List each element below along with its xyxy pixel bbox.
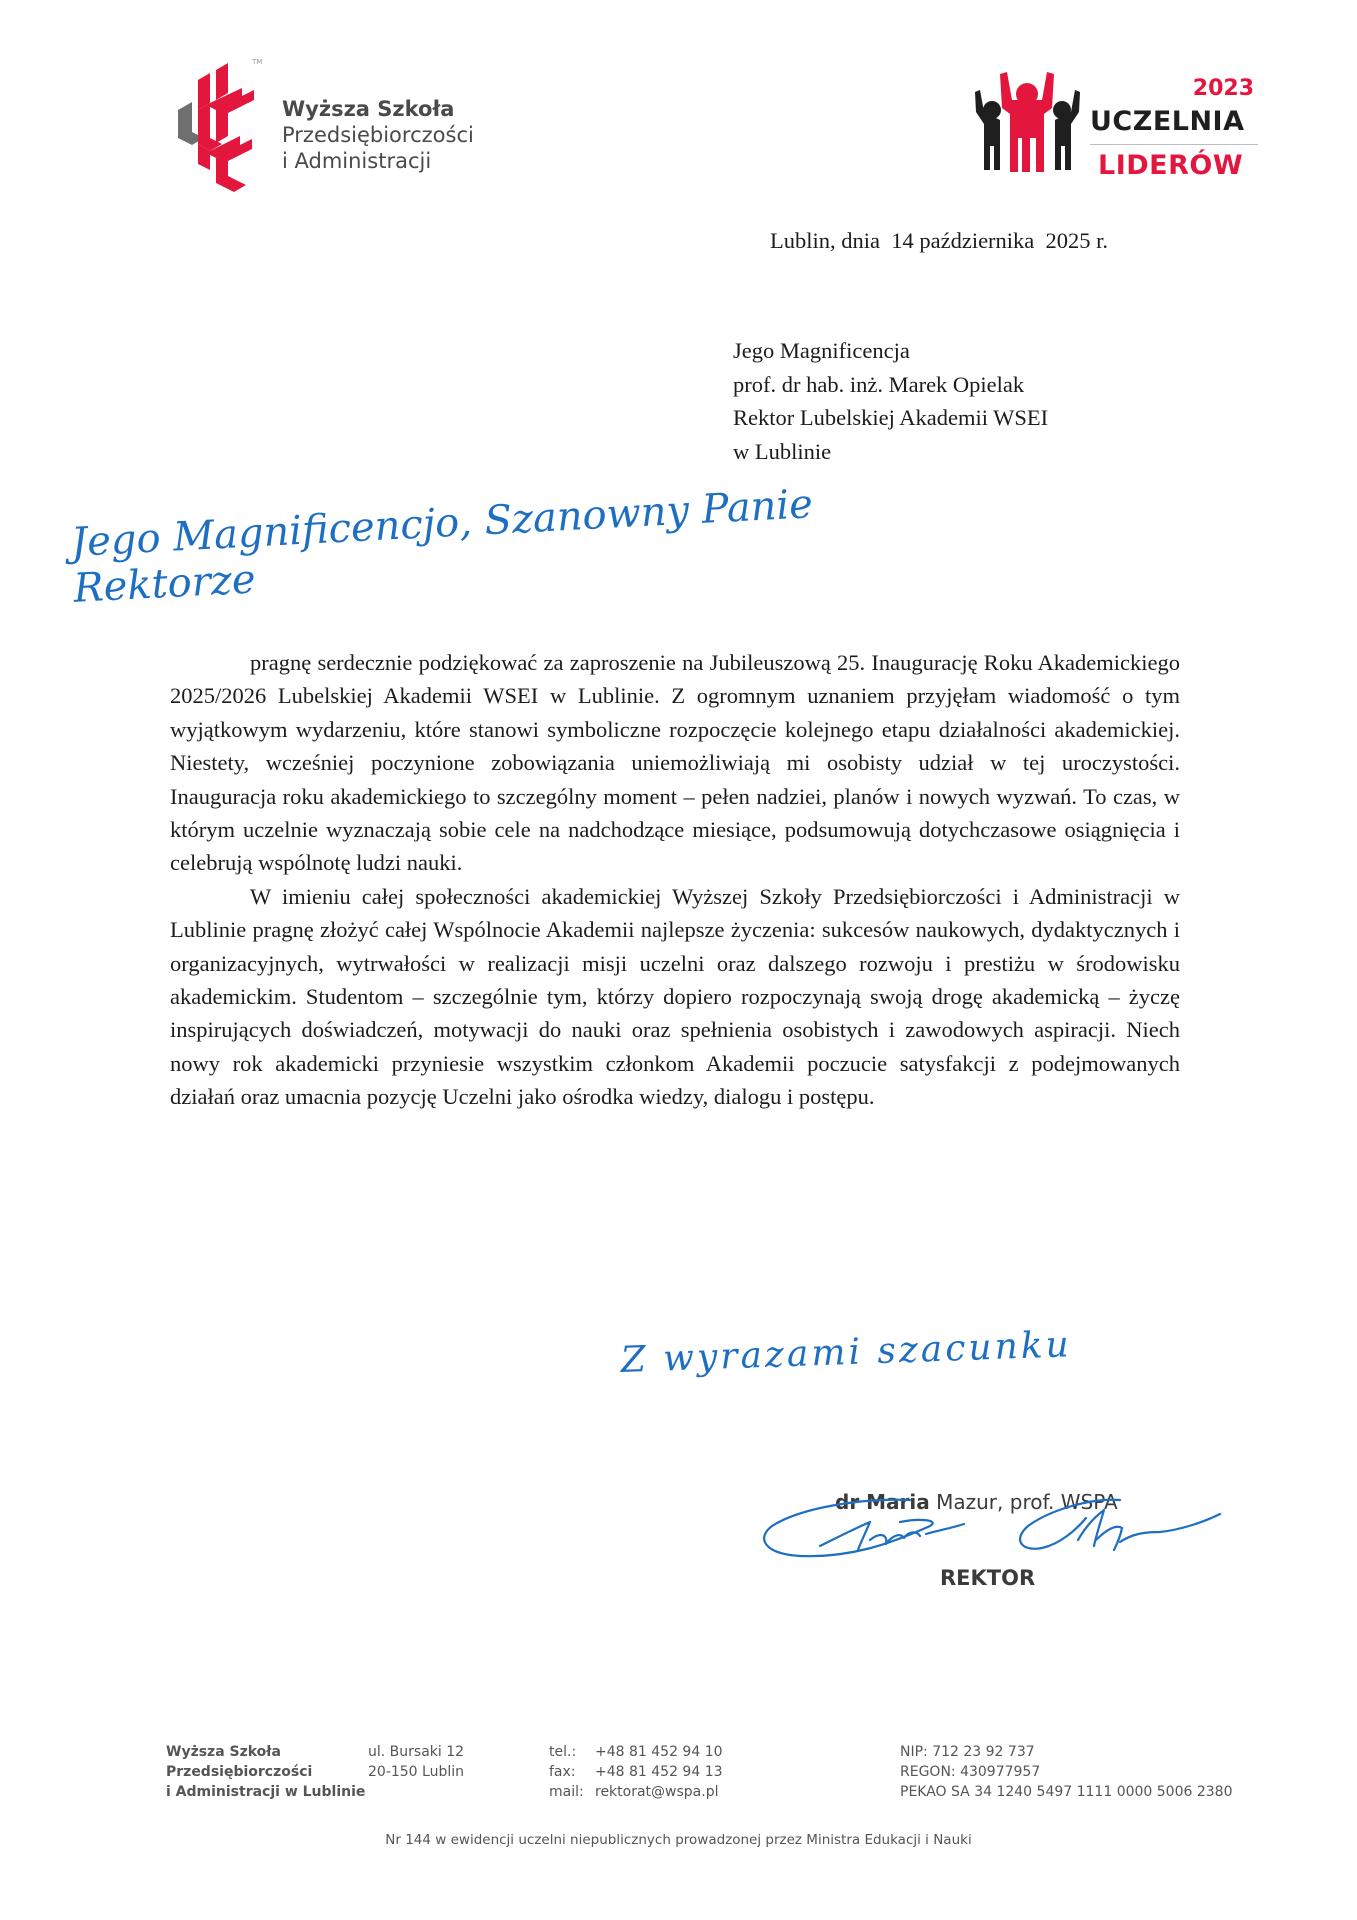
handwritten-closing: Z wyrazami szacunku [620,1324,1073,1381]
footer-address-line: 20-150 Lublin [368,1764,465,1780]
uczelnia-liderow-badge [970,72,1260,197]
letter-date: Lublin, dnia 14 października 2025 r. [770,228,1109,253]
letter-body [170,646,1180,1114]
signature-block [760,1470,1260,1620]
footer-contacts [549,1742,723,1802]
recipient-line: Jego Magnificencja [733,338,910,363]
footer-address-line: ul. Bursaki 12 [368,1744,465,1760]
badge-divider [1090,144,1258,145]
logo-line-2: Przedsiębiorczości [282,123,474,147]
footer-institution [166,1742,365,1802]
footer-address [368,1742,464,1782]
badge-title: UCZELNIA [1090,106,1245,137]
footer-institution-line: i Administracji w Lublinie [166,1784,366,1800]
mail-label: mail: [549,1784,584,1800]
letterhead-footer [0,1742,1357,1852]
letter-paragraph: W imieniu całej społeczności akademickiej Wyższej Szkoły Przedsiębiorczości i Administracji w Lublinie pragnę złożyć całej Wspólnocie Akademii najlepsze życzenia: sukcesów naukowych, dydaktycznych i organizacyjnych, wytrwałości w realizacji misji uczelni oraz dalszego rozwoju i prestiżu w środowisku akademickim. Studentom – szczególnie tym, którzy dopiero rozpoczynają swoją drogę akademicką – życzę inspirujących doświadczeń, motywacji do nauki oraz spełnienia osobistych i zawodowych aspiracji. Niech nowy rok akademicki przyniesie wszystkim członkom Akademii poczucie satysfakcji z podejmowanych działań oraz umacnia pozycję Uczelni jako ośrodka wiedzy, dialogu i postępu. [170,883,1180,1110]
phone-label: tel.: [549,1744,577,1760]
footer-regon: REGON: 430977957 [900,1764,1041,1780]
signatory-role: REKTOR [940,1566,1036,1590]
fax-value: +48 81 452 94 13 [595,1764,723,1780]
footer-ids [900,1742,1233,1802]
signatory-surname: Mazur, prof. WSPA [929,1490,1118,1514]
footer-nip: NIP: 712 23 92 737 [900,1744,1035,1760]
recipient-line: w Lublinie [733,438,832,464]
mail-value[interactable]: rektorat@wspa.pl [595,1784,719,1800]
recipient-block [733,334,1048,468]
people-cheering-icon [970,72,1085,197]
footer-registry-note: Nr 144 w ewidencji uczelni niepublicznych prowadzonej przez Ministra Edukacji i Nauki [385,1832,972,1848]
recipient-line: prof. dr hab. inż. Marek Opielak [733,371,1025,397]
letter-paragraph: pragnę serdecznie podziękować za zaproszenie na Jubileuszową 25. Inaugurację Roku Akademickiego 2025/2026 Lubelskiej Akademii WSEI w Lublinie. Z ogromnym uznaniem przyjęłam wiadomość o tym wyjątkowym wydarzeniu, które stanowi symboliczne rozpoczęcie kolejnego etapu działalności akademickiej. Niestety, wcześniej poczynione zobowiązania uniemożliwiają mi osobisty udział w tej uroczystości. Inauguracja roku akademickiego to szczególny moment – pełen nadziei, planów i nowych wyzwań. To czas, w którym uczelnie wyznaczają sobie cele na nadchodzące miesiące, podsumowują dotychczasowe osiągnięcia i celebrują wspólnotę ludzi nauki. [170,650,1180,876]
footer-mail [549,1782,723,1802]
wspa-logo [170,58,510,198]
badge-subtitle: LIDERÓW [1098,150,1244,181]
footer-fax [549,1762,723,1782]
signatory-degree: dr Maria [835,1490,930,1514]
logo-line-1: Wyższa Szkoła [282,97,455,121]
handwritten-signature [760,1470,1260,1620]
footer-institution-line: Wyższa Szkoła [166,1744,281,1760]
handwritten-salutation: Jego Magnificencjo, Szanowny Panie Rektorze [70,481,814,612]
footer-phone [549,1742,723,1762]
fax-label: fax: [549,1764,576,1780]
wspa-emblem-icon [170,58,280,198]
recipient-line: Rektor Lubelskiej Akademii WSEI [733,405,1049,430]
badge-year: 2023 [1192,76,1254,101]
logo-line-3: i Administracji [282,149,432,173]
footer-institution-line: Przedsiębiorczości [166,1764,313,1780]
trademark-mark: TM [252,58,263,66]
footer-bank-account: PEKAO SA 34 1240 5497 1111 0000 5006 2380 [900,1784,1233,1800]
phone-value: +48 81 452 94 10 [595,1744,723,1760]
